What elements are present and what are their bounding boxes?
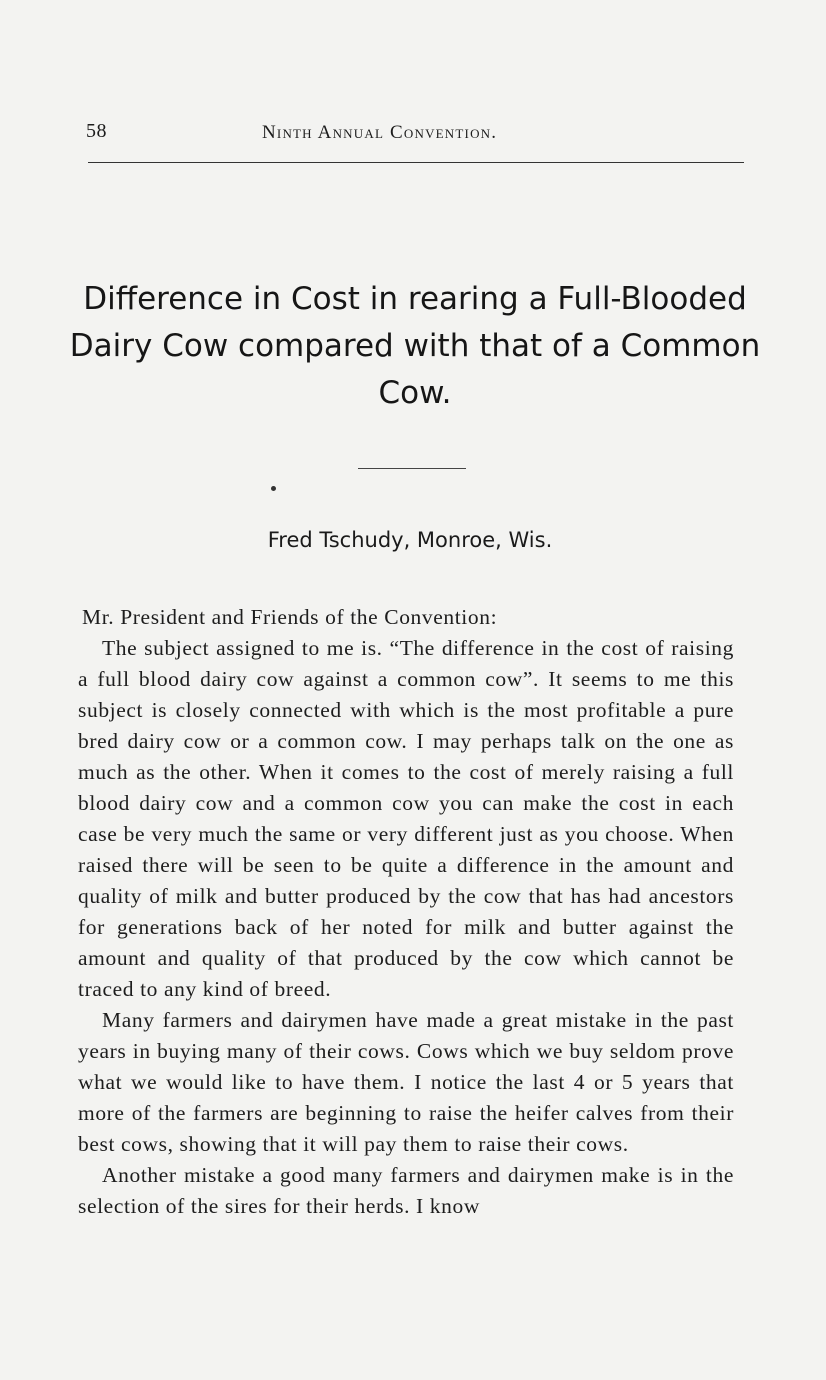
body-paragraph: The subject assigned to me is. “The difference in the cost of raising a full blood dairy cow against a common cow”. It seems to me this subject is closely connected with which is the most profitable a pure bred dairy cow or a common cow. I may perhaps talk on the one as much as the other. When it comes to the cost of merely raising a full blood dairy cow and a common cow you can make the cost in each case be very much the same or very different just as you choose. When raised there will be seen to be quite a difference in the amount and quality of milk and butter produced by the cow that has had ancestors for generations back of her noted for milk and butter against the amount and quality of that produced by the cow which cannot be traced to any kind of breed. bbox=[78, 636, 734, 1001]
header-rule bbox=[88, 162, 744, 163]
page-number: 58 bbox=[86, 120, 107, 142]
ink-dot bbox=[271, 486, 276, 491]
title-divider bbox=[358, 468, 466, 469]
body-paragraph: Another mistake a good many farmers and dairymen make is in the selection of the sires for their herds. I know bbox=[78, 1163, 734, 1218]
article-title: Difference in Cost in rearing a Full-Blooded Dairy Cow compared with that of a Common Cow. bbox=[69, 281, 761, 411]
author-byline: Fred Tschudy, Monroe, Wis. bbox=[267, 528, 553, 552]
body-paragraph: Many farmers and dairymen have made a great mistake in the past years in buying many of their cows. Cows which we buy seldom prove what we would like to have them. I notice the last 4 or 5 years that more of the farmers are beginning to raise the heifer calves from their best cows, showing that it will pay them to raise their cows. bbox=[78, 1008, 734, 1156]
running-head: Ninth Annual Convention. bbox=[262, 122, 498, 143]
page-header bbox=[86, 120, 746, 150]
article-body bbox=[78, 602, 734, 1222]
salutation: Mr. President and Friends of the Convention: bbox=[82, 605, 498, 629]
